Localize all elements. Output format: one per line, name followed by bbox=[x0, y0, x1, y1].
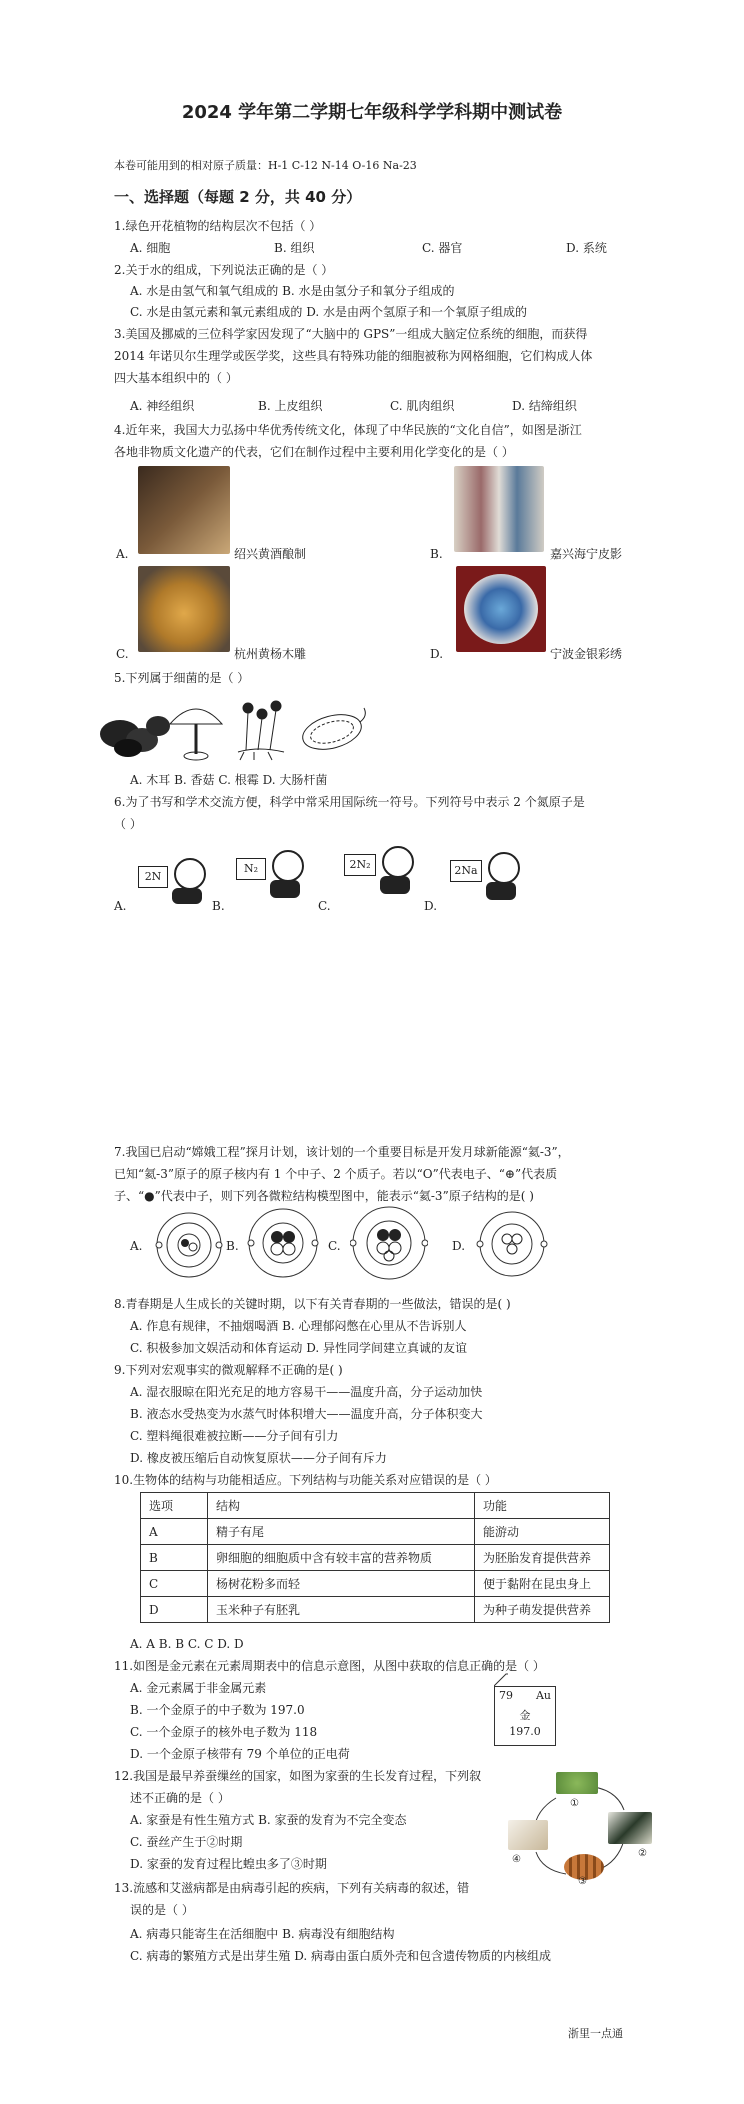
q4-line-1: 4.近年来，我国大力弘扬中华优秀传统文化，体现了中华民族的“文化自信”，如图是浙江 bbox=[114, 423, 582, 437]
q6-figure-b bbox=[236, 850, 316, 906]
q10-stem: 10.生物体的结构与功能相适应。下列结构与功能关系对应错误的是（ ） bbox=[114, 1473, 497, 1487]
table-cell: 精子有尾 bbox=[208, 1519, 475, 1545]
q4-option-a: A. bbox=[116, 547, 129, 561]
stage-label-2: ② bbox=[638, 1848, 647, 1859]
table-row bbox=[141, 1597, 610, 1623]
footer-brand: 浙里一点通 bbox=[568, 2027, 623, 2040]
q6-option-d: D. bbox=[424, 899, 438, 913]
q12-line-1: 12.我国是最早养蚕缫丝的国家，如图为家蚕的生长发育过程，下列叙 bbox=[114, 1769, 482, 1783]
stage-label-1: ① bbox=[570, 1798, 579, 1809]
larva-stage-photo bbox=[608, 1812, 652, 1844]
q6-option-a: A. bbox=[114, 899, 127, 913]
mushroom-icon bbox=[170, 709, 222, 760]
atom-model-c bbox=[350, 1204, 428, 1282]
wood-ear-icon bbox=[100, 716, 170, 757]
table-cell: A bbox=[141, 1519, 208, 1545]
table-cell: B bbox=[141, 1545, 208, 1571]
adult-moth-photo bbox=[508, 1820, 548, 1850]
table-cell: 玉米种子有胚乳 bbox=[208, 1597, 475, 1623]
q5-organisms-figure bbox=[98, 690, 370, 762]
q1-option-c: C. 器官 bbox=[422, 241, 463, 255]
table-cell: 为胚胎发育提供营养 bbox=[475, 1545, 610, 1571]
q9-option-c: C. 塑料绳很难被拉断——分子间有引力 bbox=[130, 1429, 339, 1443]
cartoon-head-c bbox=[382, 846, 414, 878]
q6-option-b: B. bbox=[212, 899, 225, 913]
haining-shadow-puppet-photo bbox=[454, 466, 544, 552]
boxwood-carving-photo bbox=[138, 566, 230, 652]
q7-line-3: 子、“●”代表中子，则下列各微粒结构模型图中，能表示“氦-3”原子结构的是( ) bbox=[114, 1189, 534, 1203]
q3-option-c: C. 肌肉组织 bbox=[390, 399, 455, 413]
q13-options-cd: C. 病毒的繁殖方式是出芽生殖 D. 病毒由蛋白质外壳和包含遗传物质的内核组成 bbox=[130, 1949, 552, 1963]
q4-caption-c: 杭州黄杨木雕 bbox=[234, 647, 307, 661]
section-heading: 一、选择题（每题 2 分，共 40 分） bbox=[114, 188, 362, 206]
q4-line-2: 各地非物质文化遗产的代表，它们在制作过程中主要利用化学变化的是（ ） bbox=[114, 445, 514, 459]
q9-option-d: D. 橡皮被压缩后自动恢复原状——分子间有斥力 bbox=[130, 1451, 387, 1465]
table-row bbox=[141, 1545, 610, 1571]
atom-model-d bbox=[476, 1208, 548, 1280]
q7-option-d: D. bbox=[452, 1239, 466, 1253]
q10-options: A. A B. B C. C D. D bbox=[130, 1637, 244, 1651]
atomic-masses: 本卷可能用到的相对原子质量：H-1 C-12 N-14 O-16 Na-23 bbox=[114, 159, 417, 172]
gold-element-cell bbox=[494, 1686, 556, 1746]
cartoon-body-c bbox=[380, 876, 410, 894]
q1-option-b: B. 组织 bbox=[274, 241, 315, 255]
q12-option-c: C. 蚕丝产生于②时期 bbox=[130, 1835, 243, 1849]
q3-option-d: D. 结缔组织 bbox=[512, 399, 577, 413]
q4-caption-b: 嘉兴海宁皮影 bbox=[550, 547, 623, 561]
q3-line-3: 四大基本组织中的（ ） bbox=[114, 371, 238, 385]
table-cell: C bbox=[141, 1571, 208, 1597]
q4-caption-d: 宁波金银彩绣 bbox=[550, 647, 623, 661]
table-header-cell: 功能 bbox=[475, 1493, 610, 1519]
q6-line-1: 6.为了书写和学术交流方便，科学中常采用国际统一符号。下列符号中表示 2 个氮原子是 bbox=[114, 795, 585, 809]
table-cell: 便于黏附在昆虫身上 bbox=[475, 1571, 610, 1597]
q7-line-2: 已知“氦-3”原子的原子核内有 1 个中子、2 个质子。若以“O”代表电子、“⊕”代表质 bbox=[114, 1167, 558, 1181]
table-row bbox=[141, 1571, 610, 1597]
q5-options: A. 木耳 B. 香菇 C. 根霉 D. 大肠杆菌 bbox=[130, 773, 328, 787]
cartoon-head-d bbox=[488, 852, 520, 884]
element-name: 金 bbox=[519, 1709, 531, 1722]
q6-figure-c bbox=[344, 846, 424, 906]
q4-caption-a: 绍兴黄酒酿制 bbox=[234, 547, 307, 561]
q12-option-d: D. 家蚕的发育过程比蝗虫多了③时期 bbox=[130, 1857, 327, 1871]
q11-stem: 11.如图是金元素在元素周期表中的信息示意图，从图中获取的信息正确的是（ ） bbox=[114, 1659, 545, 1673]
table-header-cell: 结构 bbox=[208, 1493, 475, 1519]
shaoxing-wine-photo bbox=[138, 466, 230, 554]
symbol-card-a: 2N bbox=[138, 866, 168, 888]
q13-options-ab: A. 病毒只能寄生在活细胞中 B. 病毒没有细胞结构 bbox=[130, 1927, 395, 1941]
q7-line-1: 7.我国已启动“嫦娥工程”探月计划，该计划的一个重要目标是开发月球新能源“氦-3”， bbox=[114, 1145, 570, 1159]
q6-figure-d bbox=[450, 852, 530, 908]
cartoon-head-a bbox=[174, 858, 206, 890]
q11-option-d: D. 一个金原子核带有 79 个单位的正电荷 bbox=[130, 1747, 350, 1761]
q12-options-ab: A. 家蚕是有性生殖方式 B. 家蚕的发育为不完全变态 bbox=[130, 1813, 407, 1827]
table-cell: 卵细胞的细胞质中含有较丰富的营养物质 bbox=[208, 1545, 475, 1571]
q6-figure-a bbox=[138, 858, 218, 908]
q6-line-2: （ ） bbox=[114, 817, 142, 831]
q9-stem: 9.下列对宏观事实的微观解释不正确的是( ) bbox=[114, 1363, 343, 1377]
q11-option-a: A. 金元素属于非金属元素 bbox=[130, 1681, 267, 1695]
q11-option-c: C. 一个金原子的核外电子数为 118 bbox=[130, 1725, 318, 1739]
q5-stem: 5.下列属于细菌的是（ ） bbox=[114, 671, 250, 685]
stage-label-4: ④ bbox=[512, 1854, 521, 1865]
element-cell-3d-top bbox=[494, 1672, 508, 1686]
q8-options-cd: C. 积极参加文娱活动和体育运动 D. 异性同学间建立真诚的友谊 bbox=[130, 1341, 468, 1355]
q3-option-a: A. 神经组织 bbox=[130, 399, 195, 413]
q3-line-1: 3.美国及挪威的三位科学家因发现了“大脑中的 GPS”一组成大脑定位系统的细胞，而获得 bbox=[114, 327, 588, 341]
cartoon-body-b bbox=[270, 880, 300, 898]
table-header-cell: 选项 bbox=[141, 1493, 208, 1519]
q13-line-2: 误的是（ ） bbox=[130, 1903, 194, 1917]
embroidery-hoop bbox=[464, 574, 538, 644]
symbol-card-d: 2Na bbox=[450, 860, 482, 882]
table-cell: 为种子萌发提供营养 bbox=[475, 1597, 610, 1623]
q9-option-b: B. 液态水受热变为水蒸气时体积增大——温度升高，分子体积变大 bbox=[130, 1407, 483, 1421]
q2-stem: 2.关于水的组成，下列说法正确的是（ ） bbox=[114, 263, 334, 277]
q1-stem: 1.绿色开花植物的结构层次不包括（ ） bbox=[114, 219, 322, 233]
structure-function-table bbox=[140, 1492, 610, 1623]
q1-option-d: D. 系统 bbox=[566, 241, 607, 255]
q4-option-b: B. bbox=[430, 547, 443, 561]
cartoon-body-a bbox=[172, 888, 202, 904]
egg-stage-photo bbox=[556, 1772, 598, 1794]
q3-line-2: 2014 年诺贝尔生理学或医学奖，这些具有特殊功能的细胞被称为网格细胞，它们构成人体 bbox=[114, 349, 593, 363]
bacterium-icon bbox=[299, 708, 365, 755]
table-cell: D bbox=[141, 1597, 208, 1623]
q7-option-c: C. bbox=[328, 1239, 341, 1253]
q4-option-d: D. bbox=[430, 647, 444, 661]
q1-option-a: A. 细胞 bbox=[130, 241, 171, 255]
q9-option-a: A. 湿衣服晾在阳光充足的地方容易干——温度升高，分子运动加快 bbox=[130, 1385, 483, 1399]
q11-option-b: B. 一个金原子的中子数为 197.0 bbox=[130, 1703, 305, 1717]
table-cell: 能游动 bbox=[475, 1519, 610, 1545]
atom-model-a bbox=[154, 1210, 224, 1280]
page-title: 2024 学年第二学期七年级科学学科期中测试卷 bbox=[181, 102, 563, 123]
atomic-mass: 197.0 bbox=[509, 1725, 541, 1738]
atomic-number: 79 bbox=[499, 1689, 513, 1702]
q7-option-b: B. bbox=[226, 1239, 239, 1253]
symbol-card-b: N₂ bbox=[236, 858, 266, 880]
q8-stem: 8.青春期是人生成长的关键时期，以下有关青春期的一些做法，错误的是( ) bbox=[114, 1297, 511, 1311]
element-symbol: Au bbox=[535, 1689, 551, 1702]
atom-model-b bbox=[246, 1206, 320, 1280]
cartoon-head-b bbox=[272, 850, 304, 882]
stage-label-3: ③ bbox=[578, 1876, 587, 1887]
table-cell: 杨树花粉多而轻 bbox=[208, 1571, 475, 1597]
q8-options-ab: A. 作息有规律，不抽烟喝酒 B. 心理郁闷憋在心里从不告诉别人 bbox=[130, 1319, 467, 1333]
symbol-card-c: 2N₂ bbox=[344, 854, 376, 876]
q2-options-cd: C. 水是由氢元素和氧元素组成的 D. 水是由两个氢原子和一个氧原子组成的 bbox=[130, 305, 528, 319]
q13-line-1: 13.流感和艾滋病都是由病毒引起的疾病，下列有关病毒的叙述，错 bbox=[114, 1881, 470, 1895]
q4-option-c: C. bbox=[116, 647, 129, 661]
q7-option-a: A. bbox=[130, 1239, 143, 1253]
cartoon-body-d bbox=[486, 882, 516, 900]
q6-option-c: C. bbox=[318, 899, 331, 913]
table-row bbox=[141, 1519, 610, 1545]
q12-line-2: 述不正确的是（ ） bbox=[130, 1791, 230, 1805]
rhizopus-icon bbox=[238, 701, 284, 760]
table-header-row bbox=[141, 1493, 610, 1519]
q2-options-ab: A. 水是由氢气和氧气组成的 B. 水是由氢分子和氧分子组成的 bbox=[130, 284, 455, 298]
q3-option-b: B. 上皮组织 bbox=[258, 399, 323, 413]
embroidery-photo-frame bbox=[456, 566, 546, 652]
silkworm-lifecycle-figure bbox=[506, 1770, 656, 1890]
